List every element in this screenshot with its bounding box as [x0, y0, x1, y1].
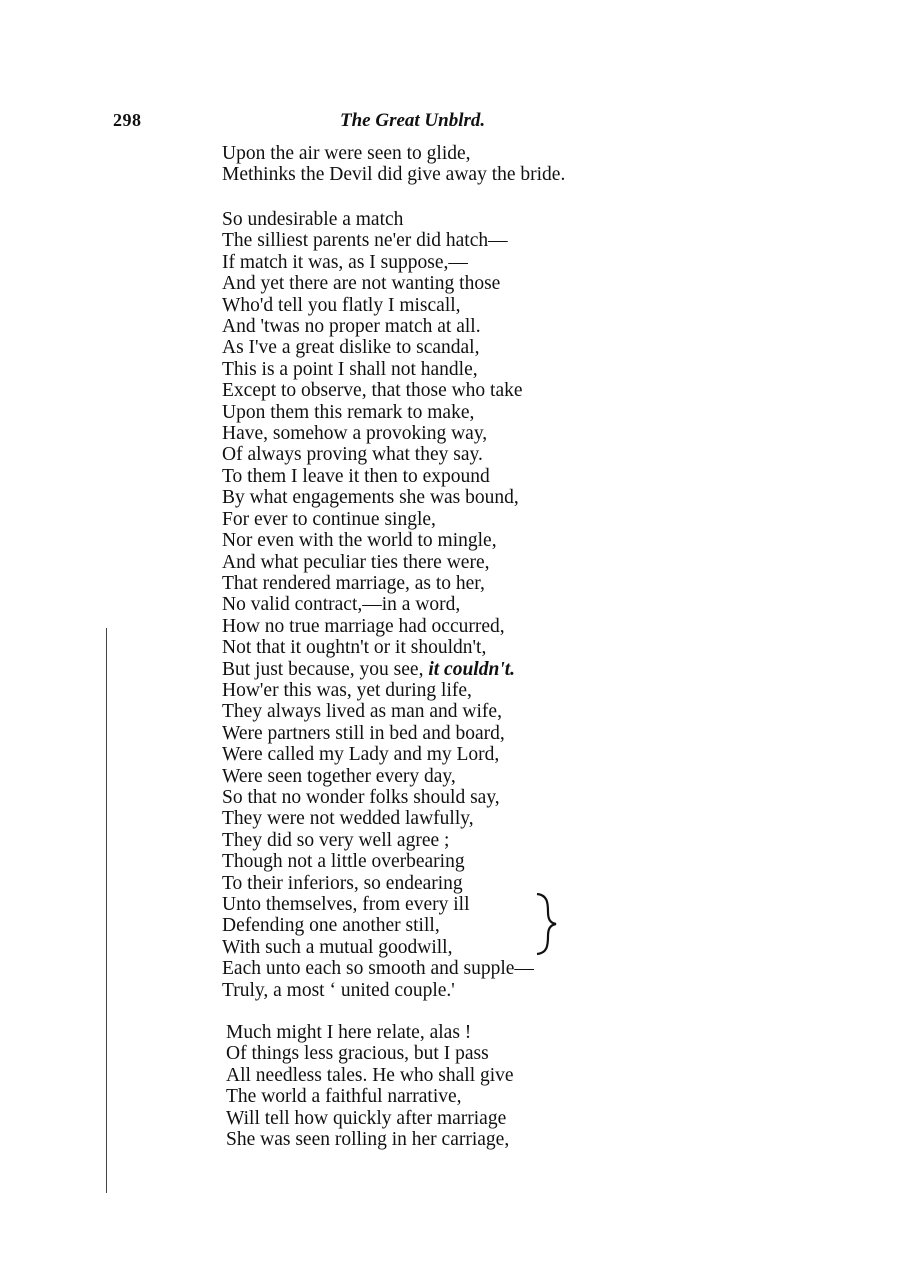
verse-line: Upon them this remark to make,	[222, 401, 475, 423]
verse-line: They did so very well agree ;	[222, 829, 450, 851]
verse-line: So that no wonder folks should say,	[222, 786, 500, 808]
verse-line: This is a point I shall not handle,	[222, 358, 478, 380]
verse-line: Unto themselves, from every ill	[222, 894, 470, 915]
verse-line: As I've a great dislike to scandal,	[222, 337, 480, 359]
verse-line: All needless tales. He who shall give	[226, 1064, 514, 1086]
verse-line: The world a faithful narrative,	[226, 1086, 462, 1108]
verse-line: Of things less gracious, but I pass	[226, 1043, 489, 1065]
verse-line: How'er this was, yet during life,	[222, 679, 472, 701]
verse-line: And yet there are not wanting those	[222, 273, 501, 295]
verse-line: Of always proving what they say.	[222, 444, 483, 466]
stanza-2	[222, 209, 534, 1001]
verse-line: How no true marriage had occurred,	[222, 615, 505, 637]
verse-line: They always lived as man and wife,	[222, 701, 502, 723]
page-number: 298	[113, 110, 142, 130]
verse-line: The silliest parents ne'er did hatch—	[222, 230, 508, 252]
verse-line: So undesirable a match	[222, 209, 404, 230]
verse-line: Defending one another still,	[222, 915, 440, 937]
verse-line: Except to observe, that those who take	[222, 380, 523, 402]
verse-line: And what peculiar ties there were,	[222, 551, 490, 573]
verse-line: To their inferiors, so endearing	[222, 872, 463, 894]
verse-line: To them I leave it then to expound	[222, 465, 490, 487]
verse-line: By what engagements she was bound,	[222, 487, 519, 509]
stanza-3	[226, 1022, 514, 1150]
verse-line: Each unto each so smooth and supple—	[222, 958, 534, 980]
verse-line: Will tell how quickly after marriage	[226, 1107, 507, 1129]
verse-line: That rendered marriage, as to her,	[222, 572, 485, 594]
verse-line: She was seen rolling in her carriage,	[226, 1129, 510, 1151]
verse-line: Upon the air were seen to glide,	[222, 143, 471, 164]
verse-line: For ever to continue single,	[222, 508, 436, 530]
verse-line	[222, 659, 534, 680]
verse-line: If match it was, as I suppose,—	[222, 251, 468, 273]
verse-line: Much might I here relate, alas !	[226, 1022, 472, 1043]
curly-brace-icon	[534, 892, 558, 956]
running-head: The Great Unblrd.	[340, 110, 486, 131]
verse-line: Though not a little overbearing	[222, 851, 465, 873]
verse-line: Were seen together every day,	[222, 765, 456, 787]
verse-line: Were partners still in bed and board,	[222, 722, 505, 744]
margin-rule	[106, 628, 107, 1193]
verse-line: Nor even with the world to mingle,	[222, 530, 497, 552]
verse-line: Methinks the Devil did give away the bride.	[222, 164, 566, 186]
verse-line: Not that it oughtn't or it shouldn't,	[222, 637, 487, 659]
verse-line: Truly, a most ‘ united couple.'	[222, 979, 455, 1001]
verse-line: And 'twas no proper match at all.	[222, 316, 481, 338]
verse-line: They were not wedded lawfully,	[222, 808, 474, 830]
verse-line-text: But just because, you see,	[222, 658, 424, 680]
verse-line: Were called my Lady and my Lord,	[222, 744, 500, 766]
verse-line: Have, somehow a provoking way,	[222, 423, 488, 445]
verse-line: No valid contract,—in a word,	[222, 594, 461, 616]
verse-line: Who'd tell you flatly I miscall,	[222, 294, 461, 316]
stanza-1	[222, 143, 565, 186]
emphasis-text: it couldn't.	[428, 658, 516, 680]
verse-line: With such a mutual goodwill,	[222, 936, 453, 958]
